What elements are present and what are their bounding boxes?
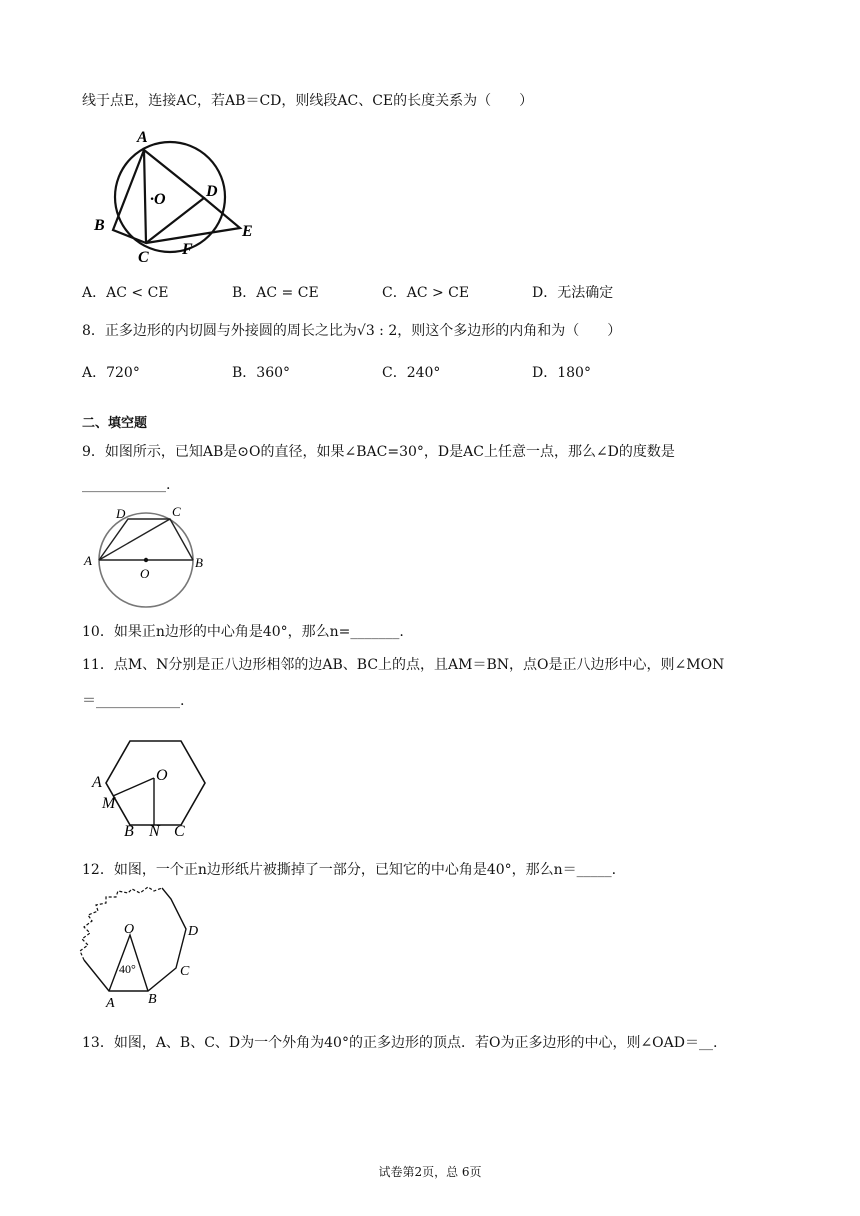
q7-label-o: ·O [150,191,166,208]
q7-figure [88,120,268,270]
q9-blank: ____________. [82,477,171,493]
section-heading: 二、填空题 [82,416,148,431]
q11-text: 11．点M、N分别是正八边形相邻的边AB、BC上的点，且AM＝BN，点O是正八边形中心，则∠MON [82,657,725,673]
q11-label-n: N [149,823,160,840]
q12-label-b: B [148,992,157,1007]
q9-label-o: O [140,566,150,581]
q7-option-b: B．AC = CE [232,285,319,301]
q12-label-a: A [106,996,115,1010]
q12-label-angle: 40° [119,962,136,976]
q7-label-b: B [94,217,105,234]
q13-text: 13．如图，A、B、C、D为一个外角为40°的正多边形的顶点．若O为正多边形的中心，则∠OAD＝__. [82,1035,718,1051]
q8-option-d: D．180° [532,365,591,381]
q7-label-c: C [138,249,149,266]
q9-label-a: A [84,553,92,568]
q10-text: 10．如果正n边形的中心角是40°，那么n=_______. [82,624,404,640]
q11-label-m: M [102,795,116,812]
q7-label-f: F [182,241,193,258]
q9-label-c: C [172,504,181,519]
q11-label-o: O [156,767,168,784]
q9-figure [80,500,215,608]
q12-label-o: O [124,922,135,937]
q8-option-b: B．360° [232,365,291,381]
q7-label-a: A [137,129,148,146]
q11-label-a: A [92,774,102,791]
q7-label-e: E [242,223,253,240]
q12-text: 12．如图，一个正n边形纸片被撕掉了一部分，已知它的中心角是40°，那么n＝_____. [82,862,617,878]
q7-option-d: D．无法确定 [532,285,614,301]
q7-option-a: A．AC < CE [82,285,169,301]
q11-label-b: B [124,823,134,840]
q9-text: 9．如图所示，已知AB是⊙O的直径，如果∠BAC=30°，D是AC上任意一点，那么∠D的度数是 [82,444,675,460]
q11-text-2: ＝____________. [82,693,185,709]
q12-label-d: D [188,924,199,939]
q9-label-d: D [116,506,126,521]
q7-label-d: D [206,183,218,200]
q12-label-c: C [180,964,190,979]
q8-text: 8．正多边形的内切圆与外接圆的周长之比为√3 : 2，则这个多边形的内角和为（ ） [82,323,622,339]
q11-figure [88,735,213,840]
page-footer: 试卷第2页，总 6页 [378,1165,482,1179]
q7-option-c: C．AC > CE [382,285,470,301]
q9-label-b: B [195,555,203,570]
q12-figure [78,885,218,1010]
q11-label-c: C [174,823,185,840]
q8-option-a: A．720° [82,365,140,381]
q8-option-c: C．240° [382,365,441,381]
q7-text: 线于点E，连接AC，若AB＝CD，则线段AC、CE的长度关系为（ ） [82,93,534,109]
